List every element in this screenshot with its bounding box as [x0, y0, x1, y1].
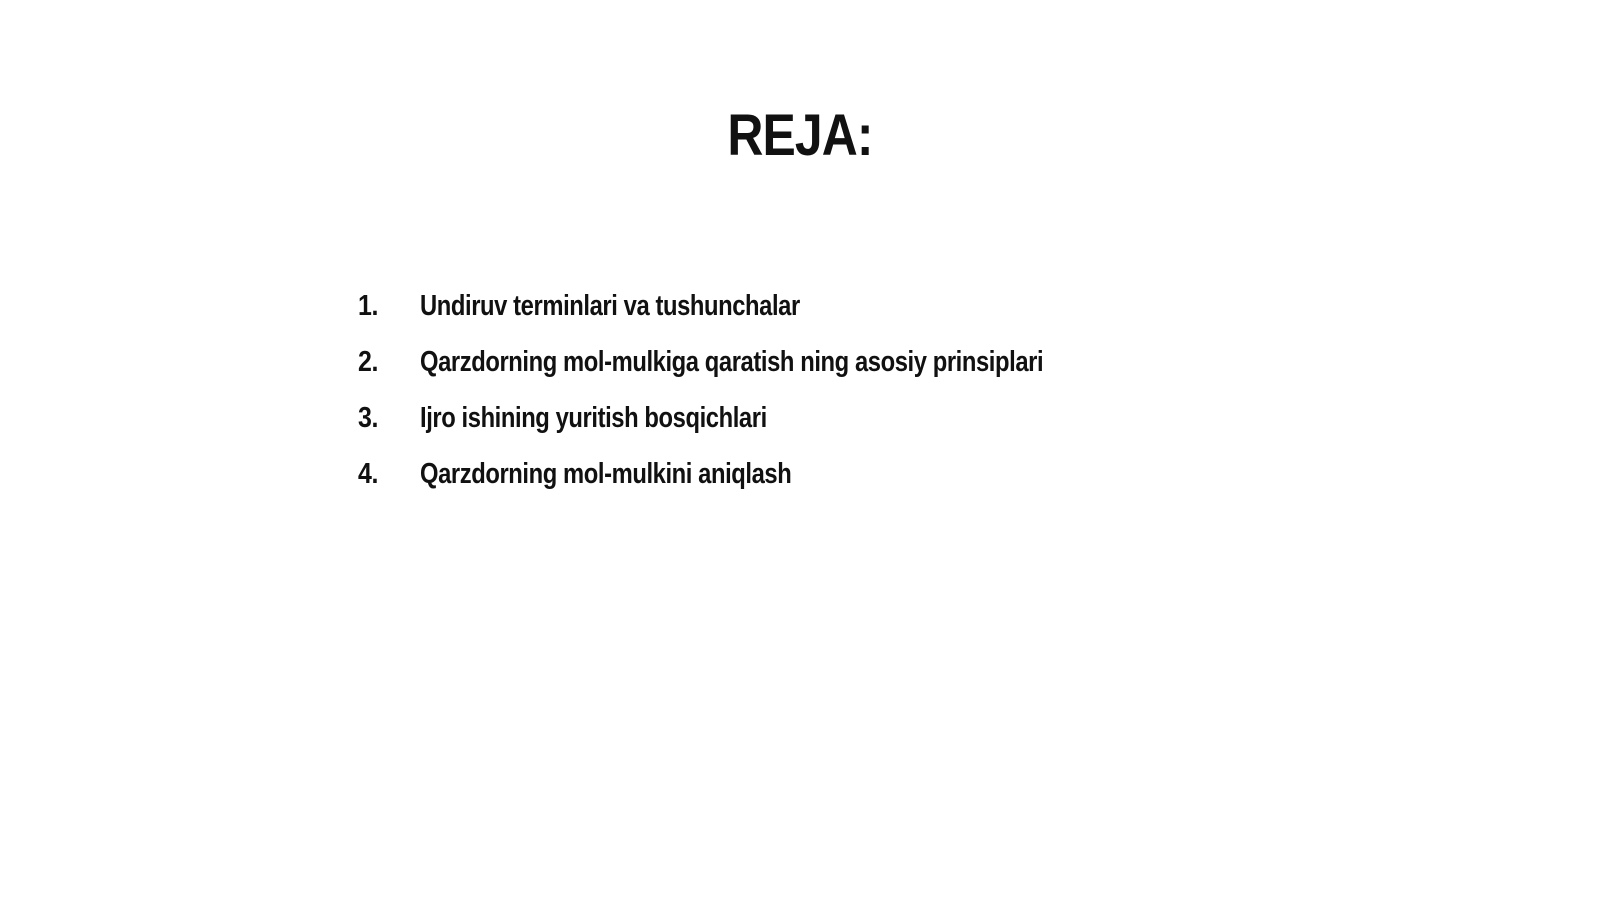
list-item-text: Qarzdorning mol-mulkiga qaratish ning asosiy prinsiplari — [420, 346, 1044, 378]
list-item — [358, 342, 1180, 398]
list-item-number: 2. — [358, 346, 378, 378]
list-item-text: Undiruv terminlari va tushunchalar — [420, 290, 800, 322]
list-item-number: 4. — [358, 458, 378, 490]
list-item — [358, 398, 1180, 454]
list-item-text: Ijro ishining yuritish bosqichlari — [420, 402, 767, 434]
list-item — [358, 286, 1180, 342]
plan-list — [358, 286, 1180, 510]
slide-title: REJA: — [727, 103, 873, 168]
list-item-text: Qarzdorning mol-mulkini aniqlash — [420, 458, 792, 490]
list-item-number: 3. — [358, 402, 378, 434]
list-item-number: 1. — [358, 290, 378, 322]
list-item — [358, 454, 1180, 510]
